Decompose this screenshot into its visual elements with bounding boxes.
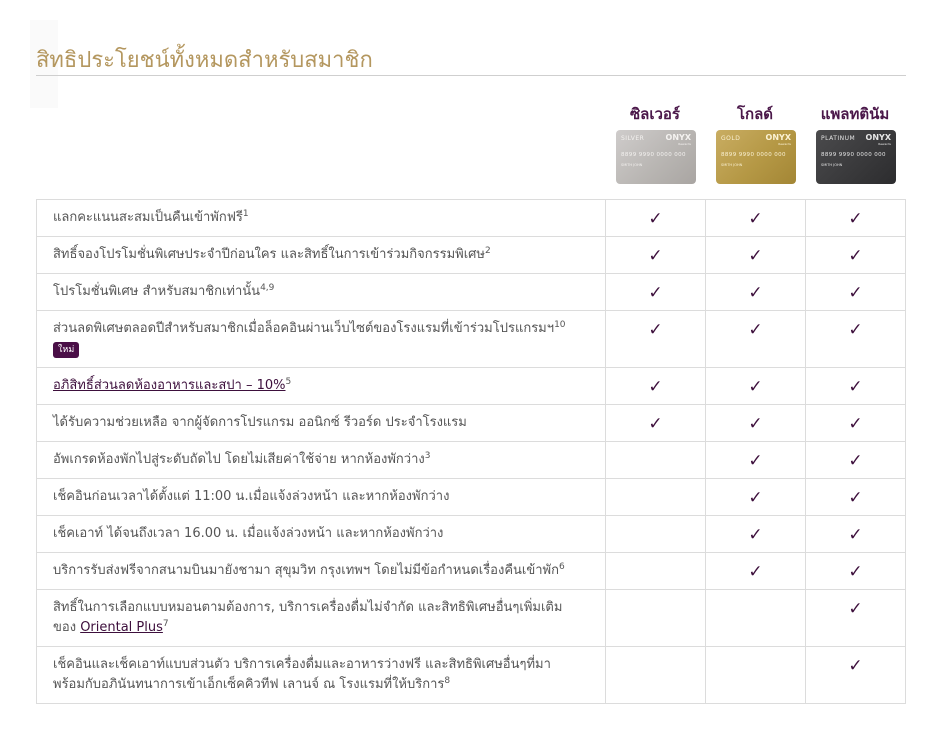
benefit-link[interactable]: Oriental Plus: [80, 620, 163, 635]
table-row: [37, 368, 906, 405]
benefit-cell: [37, 590, 606, 647]
check-cell-platinum: [806, 237, 906, 274]
card-tier-label: GOLD: [721, 135, 741, 142]
check-icon: ✓: [648, 377, 663, 397]
page-title: สิทธิประโยชน์ทั้งหมดสำหรับสมาชิก: [36, 48, 373, 73]
benefit-text: ได้รับความช่วยเหลือ จากผู้จัดการโปรแกรม ออนิกซ์ รีวอร์ด ประจำโรงแรม: [53, 415, 467, 430]
table-row: [37, 311, 906, 368]
check-cell-platinum: [806, 274, 906, 311]
onyx-logo: ONYX: [865, 133, 891, 142]
benefit-cell: [37, 274, 606, 311]
benefit-cell: [37, 311, 606, 368]
check-cell-platinum: [806, 553, 906, 590]
check-cell-platinum: [806, 590, 906, 647]
check-cell-gold: [706, 647, 806, 704]
check-icon: ✓: [648, 283, 663, 303]
check-cell-silver: [606, 647, 706, 704]
benefits-table: [36, 199, 906, 704]
check-cell-gold: [706, 311, 806, 368]
check-icon: ✓: [748, 525, 763, 545]
table-row: [37, 442, 906, 479]
footnote-ref: 2: [485, 246, 491, 256]
check-icon: ✓: [848, 283, 863, 303]
check-icon: ✓: [748, 283, 763, 303]
table-row: [37, 405, 906, 442]
check-icon: ✓: [648, 414, 663, 434]
check-icon: ✓: [848, 320, 863, 340]
card-holder-name: SMITH JOHN: [621, 163, 643, 167]
card-number: 8899 9990 0000 000: [821, 152, 886, 158]
check-icon: ✓: [648, 209, 663, 229]
check-cell-silver: [606, 237, 706, 274]
benefit-cell: [37, 405, 606, 442]
benefit-text: เช็คอินก่อนเวลาได้ตั้งแต่ 11:00 น.เมื่อแจ้งล่วงหน้า และหากห้องพักว่าง: [53, 489, 450, 504]
benefit-cell: [37, 200, 606, 237]
card-sub-label: Rewards: [678, 142, 691, 146]
card-holder-name: SMITH JOHN: [721, 163, 743, 167]
check-cell-silver: [606, 368, 706, 405]
check-cell-silver: [606, 200, 706, 237]
check-icon: ✓: [848, 414, 863, 434]
check-cell-gold: [706, 368, 806, 405]
benefit-link[interactable]: อภิสิทธิ์ส่วนลดห้องอาหารและสปา – 10%: [53, 378, 286, 393]
check-cell-platinum: [806, 516, 906, 553]
table-row: [37, 200, 906, 237]
benefit-text-line2: ของ: [53, 620, 81, 635]
tier-header-silver: ซิลเวอร์: [630, 105, 680, 123]
card-number: 8899 9990 0000 000: [721, 152, 786, 158]
onyx-logo: ONYX: [765, 133, 791, 142]
check-icon: ✓: [848, 525, 863, 545]
table-row: [37, 479, 906, 516]
silver-card-image: [616, 130, 696, 184]
check-icon: ✓: [748, 209, 763, 229]
tier-header-platinum: แพลทตินัม: [820, 105, 890, 123]
check-icon: ✓: [748, 320, 763, 340]
check-icon: ✓: [848, 562, 863, 582]
check-cell-platinum: [806, 479, 906, 516]
check-cell-platinum: [806, 200, 906, 237]
check-icon: ✓: [748, 246, 763, 266]
card-holder-name: SMITH JOHN: [821, 163, 843, 167]
footnote-ref: 10: [554, 320, 566, 330]
benefit-text: เช็คเอาท์ ได้จนถึงเวลา 16.00 น. เมื่อแจ้งล่วงหน้า และหากห้องพักว่าง: [53, 526, 444, 541]
platinum-card-image: [816, 130, 896, 184]
check-cell-gold: [706, 237, 806, 274]
tier-header-gold: โกลด์: [736, 105, 774, 123]
check-icon: ✓: [848, 377, 863, 397]
check-icon: ✓: [648, 246, 663, 266]
new-badge: ใหม่: [53, 342, 79, 358]
check-icon: ✓: [848, 599, 863, 619]
check-icon: ✓: [748, 488, 763, 508]
benefit-cell: [37, 237, 606, 274]
check-cell-gold: [706, 274, 806, 311]
check-cell-gold: [706, 553, 806, 590]
table-row: [37, 237, 906, 274]
check-icon: ✓: [748, 562, 763, 582]
card-sub-label: Rewards: [878, 142, 891, 146]
card-number: 8899 9990 0000 000: [621, 152, 686, 158]
check-cell-gold: [706, 590, 806, 647]
benefit-text: อัพเกรดห้องพักไปสู่ระดับถัดไป โดยไม่เสียค่าใช้จ่าย หากห้องพักว่าง: [53, 452, 425, 467]
footnote-ref: 6: [559, 562, 565, 572]
check-cell-platinum: [806, 647, 906, 704]
table-row: [37, 590, 906, 647]
footnote-ref: 5: [285, 377, 292, 387]
benefit-cell: [37, 442, 606, 479]
check-cell-platinum: [806, 368, 906, 405]
check-cell-gold: [706, 200, 806, 237]
benefit-cell: [37, 647, 606, 704]
card-sub-label: Rewards: [778, 142, 791, 146]
check-icon: ✓: [748, 377, 763, 397]
check-cell-platinum: [806, 442, 906, 479]
footnote-ref: 1: [242, 209, 249, 219]
check-icon: ✓: [748, 414, 763, 434]
check-cell-gold: [706, 442, 806, 479]
check-icon: ✓: [648, 320, 663, 340]
benefit-text-line2: พร้อมกับอภินันทนาการเข้าเอ็กเซ็คคิวทีฟ เลานจ์ ณ โรงแรมที่ให้บริการ: [53, 677, 445, 692]
check-icon: ✓: [848, 488, 863, 508]
footnote-ref: 4,9: [260, 283, 275, 293]
check-cell-silver: [606, 479, 706, 516]
check-icon: ✓: [848, 246, 863, 266]
check-cell-platinum: [806, 405, 906, 442]
gold-card-image: [716, 130, 796, 184]
card-tier-label: SILVER: [621, 135, 645, 142]
check-icon: ✓: [848, 209, 863, 229]
benefit-text: สิทธิ์ในการเลือกแบบหมอนตามต้องการ, บริการเครื่องดื่มไม่จำกัด และสิทธิพิเศษอื่นๆเพิ่มเติม: [53, 600, 563, 615]
check-cell-silver: [606, 590, 706, 647]
footnote-ref: 7: [162, 619, 169, 629]
check-cell-silver: [606, 405, 706, 442]
check-cell-silver: [606, 553, 706, 590]
table-row: [37, 274, 906, 311]
check-cell-gold: [706, 405, 806, 442]
check-cell-silver: [606, 311, 706, 368]
check-cell-platinum: [806, 311, 906, 368]
title-divider: [36, 75, 906, 76]
table-row: [37, 647, 906, 704]
benefit-text: โปรโมชั่นพิเศษ สำหรับสมาชิกเท่านั้น: [53, 284, 261, 299]
benefit-text: บริการรับส่งฟรีจากสนามบินมายังชามา สุขุมวิท กรุงเทพฯ โดยไม่มีข้อกำหนดเรื่องคืนเข้าพัก: [53, 563, 559, 578]
check-cell-silver: [606, 442, 706, 479]
benefit-cell: [37, 516, 606, 553]
benefit-text: แลกคะแนนสะสมเป็นคืนเข้าพักฟรี: [53, 210, 243, 225]
check-icon: ✓: [848, 656, 863, 676]
benefit-cell: [37, 368, 606, 405]
benefit-cell: [37, 479, 606, 516]
benefit-cell: [37, 553, 606, 590]
table-row: [37, 516, 906, 553]
benefit-text: เช็คอินและเช็คเอาท์แบบส่วนตัว บริการเครื่องดื่มและอาหารว่างฟรี และสิทธิพิเศษอื่นๆที่มา: [53, 657, 551, 672]
footnote-ref: 3: [424, 451, 431, 461]
benefit-text: สิทธิ์จองโปรโมชั่นพิเศษประจำปีก่อนใคร และสิทธิ์ในการเข้าร่วมกิจกรรมพิเศษ: [53, 247, 485, 262]
table-row: [37, 553, 906, 590]
check-cell-gold: [706, 479, 806, 516]
check-cell-silver: [606, 516, 706, 553]
footnote-ref: 8: [444, 676, 451, 686]
onyx-logo: ONYX: [665, 133, 691, 142]
card-tier-label: PLATINUM: [821, 135, 856, 142]
check-cell-gold: [706, 516, 806, 553]
check-cell-silver: [606, 274, 706, 311]
check-icon: ✓: [848, 451, 863, 471]
check-icon: ✓: [748, 451, 763, 471]
benefit-text: ส่วนลดพิเศษตลอดปีสำหรับสมาชิกเมื่อล็อคอินผ่านเว็บไซต์ของโรงแรมที่เข้าร่วมโปรแกรมฯ: [53, 321, 555, 336]
